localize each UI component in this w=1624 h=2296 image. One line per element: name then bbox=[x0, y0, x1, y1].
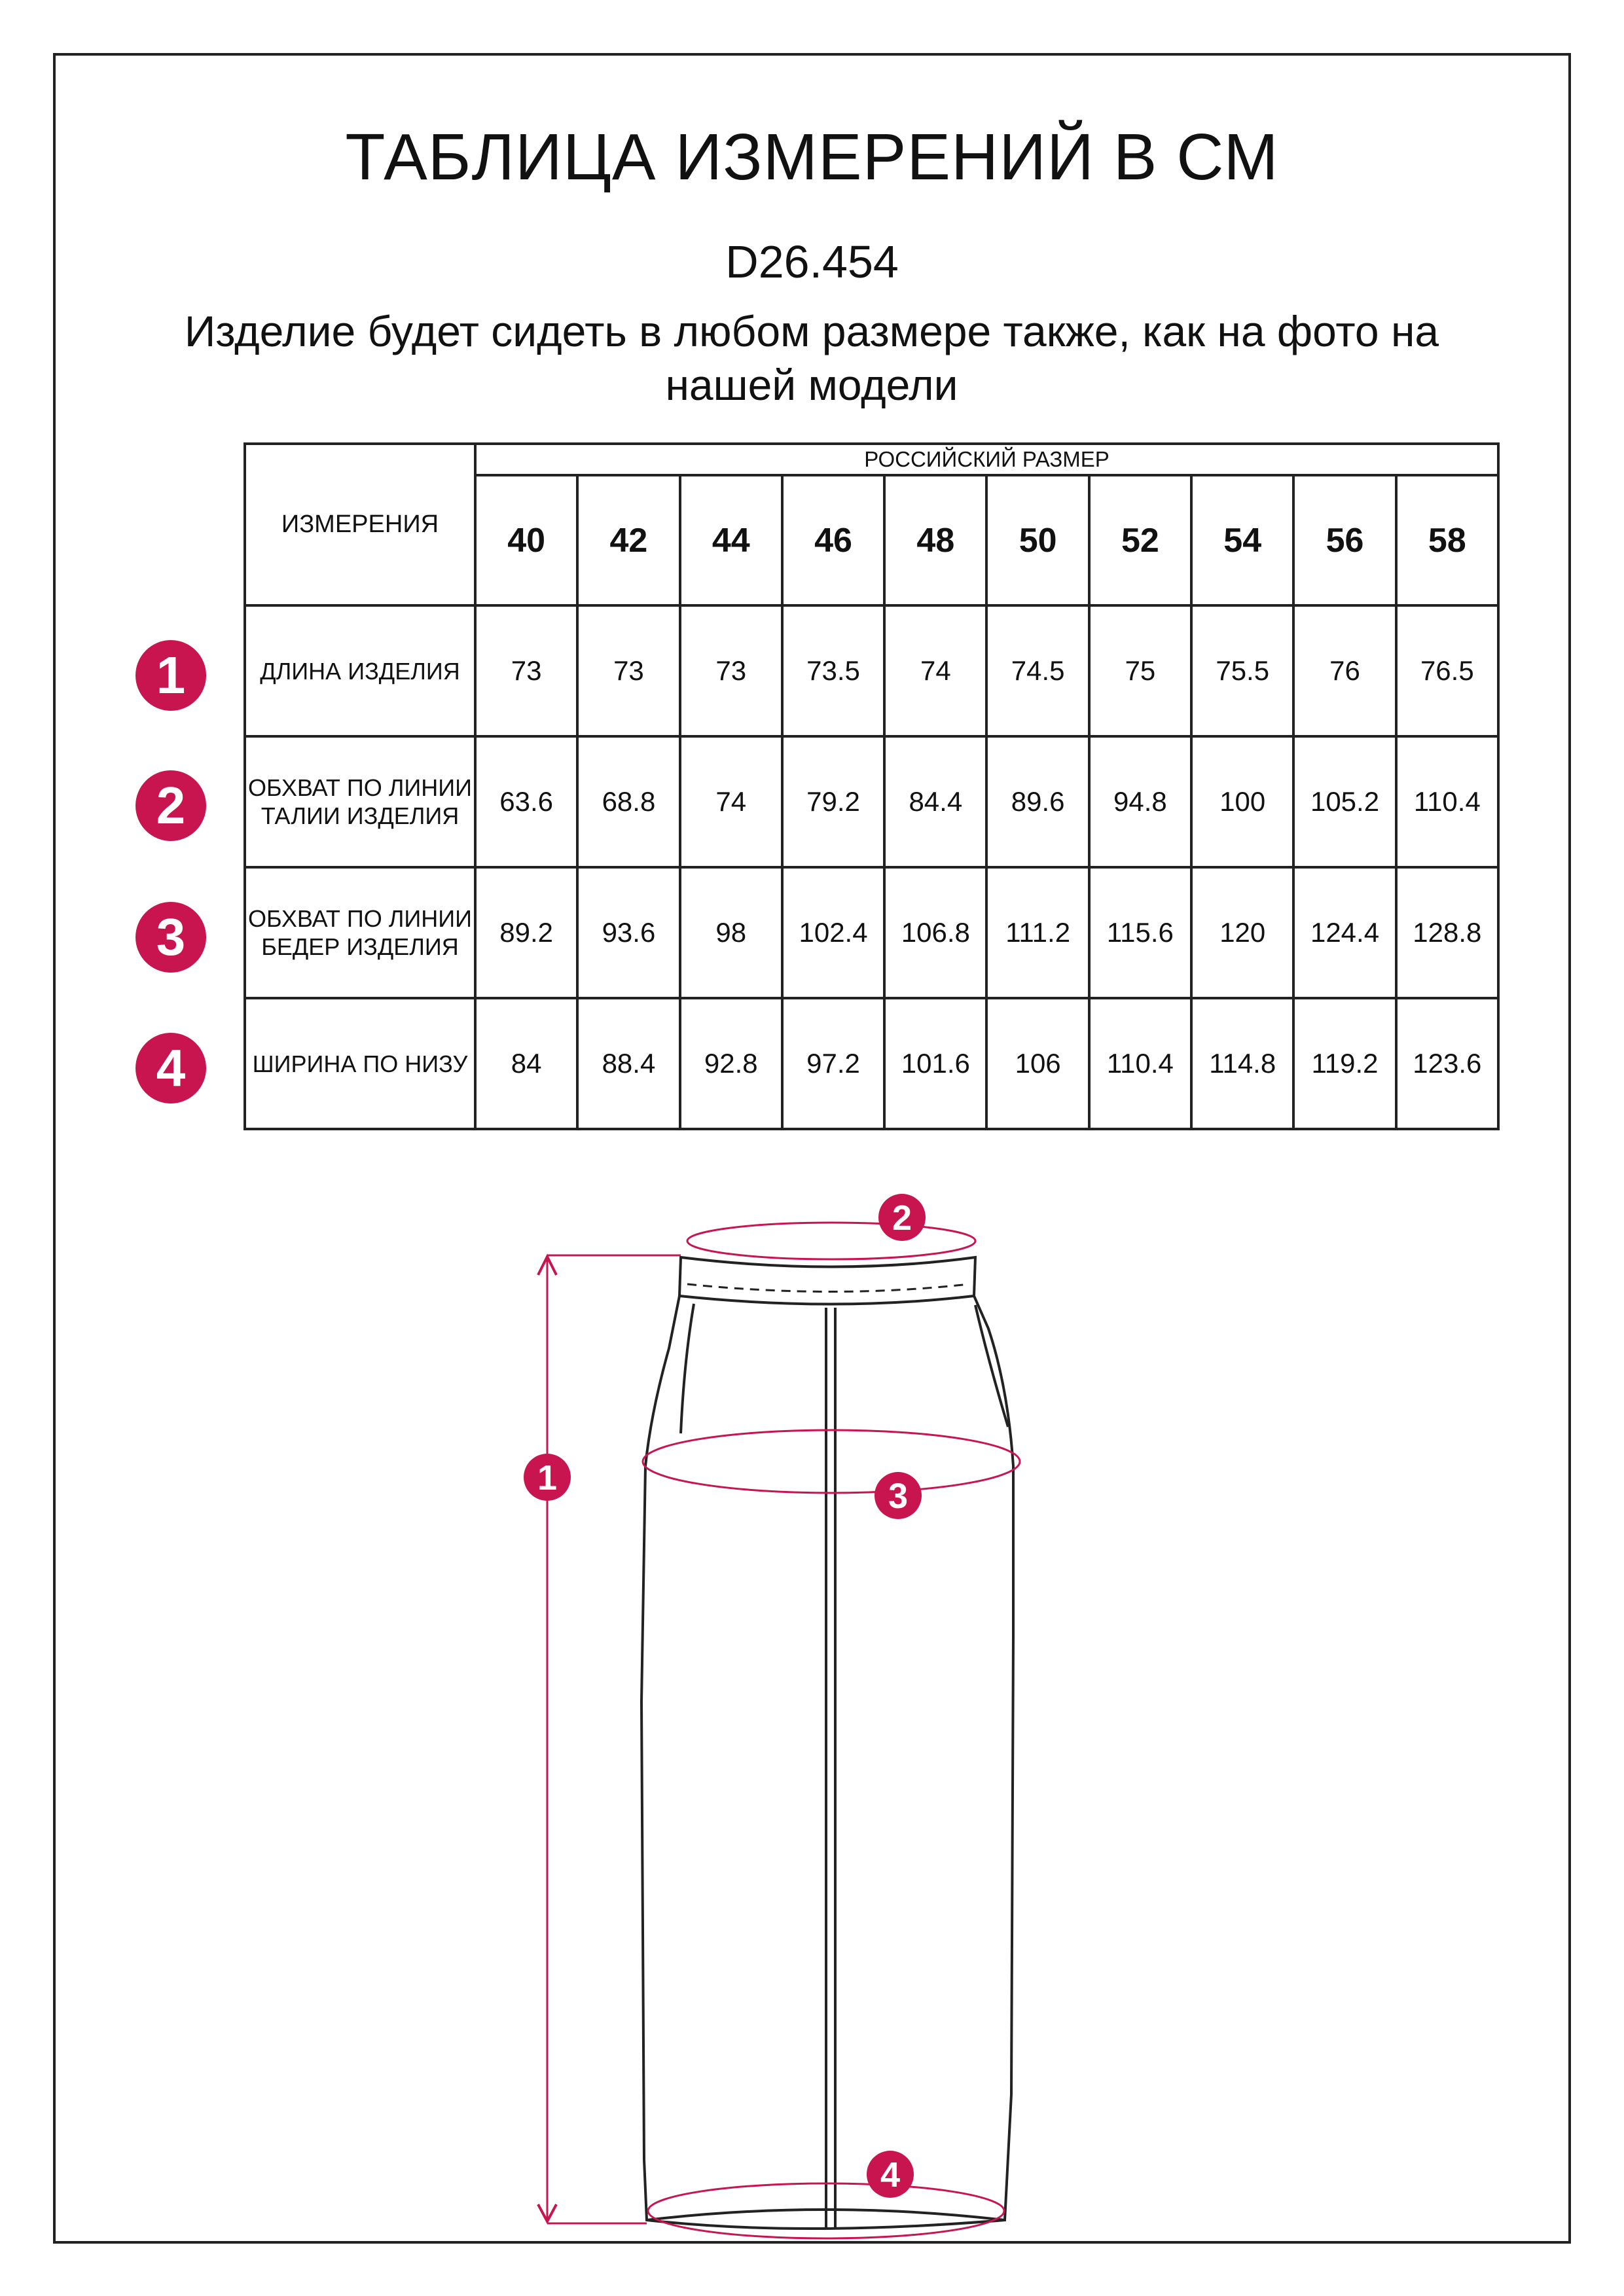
value-cell: 110.4 bbox=[1089, 998, 1191, 1129]
value-cell: 101.6 bbox=[884, 998, 986, 1129]
value-cell: 97.2 bbox=[782, 998, 884, 1129]
article-number: D26.454 bbox=[725, 236, 899, 287]
value-cell: 76 bbox=[1293, 605, 1396, 736]
value-cell: 102.4 bbox=[782, 867, 884, 998]
row-badge: 4 bbox=[135, 1033, 206, 1103]
value-cell: 75 bbox=[1089, 605, 1191, 736]
measurement-name: ОБХВАТ ПО ЛИНИИ ТАЛИИ ИЗДЕЛИЯ bbox=[245, 736, 475, 867]
value-cell: 106.8 bbox=[884, 867, 986, 998]
svg-text:4: 4 bbox=[880, 2155, 901, 2195]
size-header: 42 bbox=[577, 475, 679, 605]
value-cell: 89.2 bbox=[475, 867, 577, 998]
value-cell: 123.6 bbox=[1396, 998, 1498, 1129]
value-cell: 119.2 bbox=[1293, 998, 1396, 1129]
value-cell: 74.5 bbox=[986, 605, 1089, 736]
size-header: 48 bbox=[884, 475, 986, 605]
value-cell: 100 bbox=[1191, 736, 1293, 867]
row-badge: 1 bbox=[135, 640, 206, 711]
diagram-marker-2 bbox=[878, 1194, 926, 1241]
value-cell: 105.2 bbox=[1293, 736, 1396, 867]
size-header: 58 bbox=[1396, 475, 1498, 605]
value-cell: 63.6 bbox=[475, 736, 577, 867]
size-header: 54 bbox=[1191, 475, 1293, 605]
value-cell: 73.5 bbox=[782, 605, 884, 736]
value-cell: 93.6 bbox=[577, 867, 679, 998]
size-header: 52 bbox=[1089, 475, 1191, 605]
diagram-marker-1 bbox=[524, 1454, 571, 1501]
measurement-name: ДЛИНА ИЗДЕЛИЯ bbox=[245, 605, 475, 736]
measurement-name: ОБХВАТ ПО ЛИНИИ БЕДЕР ИЗДЕЛИЯ bbox=[245, 867, 475, 998]
value-cell: 92.8 bbox=[680, 998, 782, 1129]
diagram-marker-3 bbox=[875, 1472, 922, 1519]
size-header: 46 bbox=[782, 475, 884, 605]
skirt-outline bbox=[641, 1257, 1013, 2229]
value-cell: 114.8 bbox=[1191, 998, 1293, 1129]
page-title: ТАБЛИЦА ИЗМЕРЕНИЙ В СМ bbox=[345, 120, 1279, 194]
measurement-name: ШИРИНА ПО НИЗУ bbox=[245, 998, 475, 1129]
value-cell: 74 bbox=[884, 605, 986, 736]
value-cell: 75.5 bbox=[1191, 605, 1293, 736]
measurement-lines bbox=[538, 1223, 1020, 2238]
svg-text:2: 2 bbox=[892, 1198, 912, 1238]
measure-header: ИЗМЕРЕНИЯ bbox=[245, 444, 475, 605]
value-cell: 73 bbox=[680, 605, 782, 736]
diagram-marker-4 bbox=[867, 2151, 914, 2198]
size-header: 44 bbox=[680, 475, 782, 605]
value-cell: 110.4 bbox=[1396, 736, 1498, 867]
value-cell: 94.8 bbox=[1089, 736, 1191, 867]
value-cell: 124.4 bbox=[1293, 867, 1396, 998]
value-cell: 98 bbox=[680, 867, 782, 998]
value-cell: 106 bbox=[986, 998, 1089, 1129]
value-cell: 73 bbox=[475, 605, 577, 736]
size-header: 50 bbox=[986, 475, 1089, 605]
value-cell: 68.8 bbox=[577, 736, 679, 867]
row-badge: 2 bbox=[135, 770, 206, 841]
value-cell: 76.5 bbox=[1396, 605, 1498, 736]
svg-text:3: 3 bbox=[888, 1477, 909, 1516]
value-cell: 84 bbox=[475, 998, 577, 1129]
value-cell: 89.6 bbox=[986, 736, 1089, 867]
value-cell: 120 bbox=[1191, 867, 1293, 998]
size-group-header: РОССИЙСКИЙ РАЗМЕР bbox=[475, 444, 1498, 475]
svg-text:1: 1 bbox=[537, 1458, 558, 1498]
value-cell: 128.8 bbox=[1396, 867, 1498, 998]
value-cell: 111.2 bbox=[986, 867, 1089, 998]
row-badge: 3 bbox=[135, 902, 206, 973]
size-header: 56 bbox=[1293, 475, 1396, 605]
value-cell: 115.6 bbox=[1089, 867, 1191, 998]
value-cell: 84.4 bbox=[884, 736, 986, 867]
value-cell: 73 bbox=[577, 605, 679, 736]
value-cell: 79.2 bbox=[782, 736, 884, 867]
size-header: 40 bbox=[475, 475, 577, 605]
value-cell: 74 bbox=[680, 736, 782, 867]
value-cell: 88.4 bbox=[577, 998, 679, 1129]
fit-note: Изделие будет сидеть в любом размере также, как на фото на нашей модели bbox=[184, 307, 1439, 409]
